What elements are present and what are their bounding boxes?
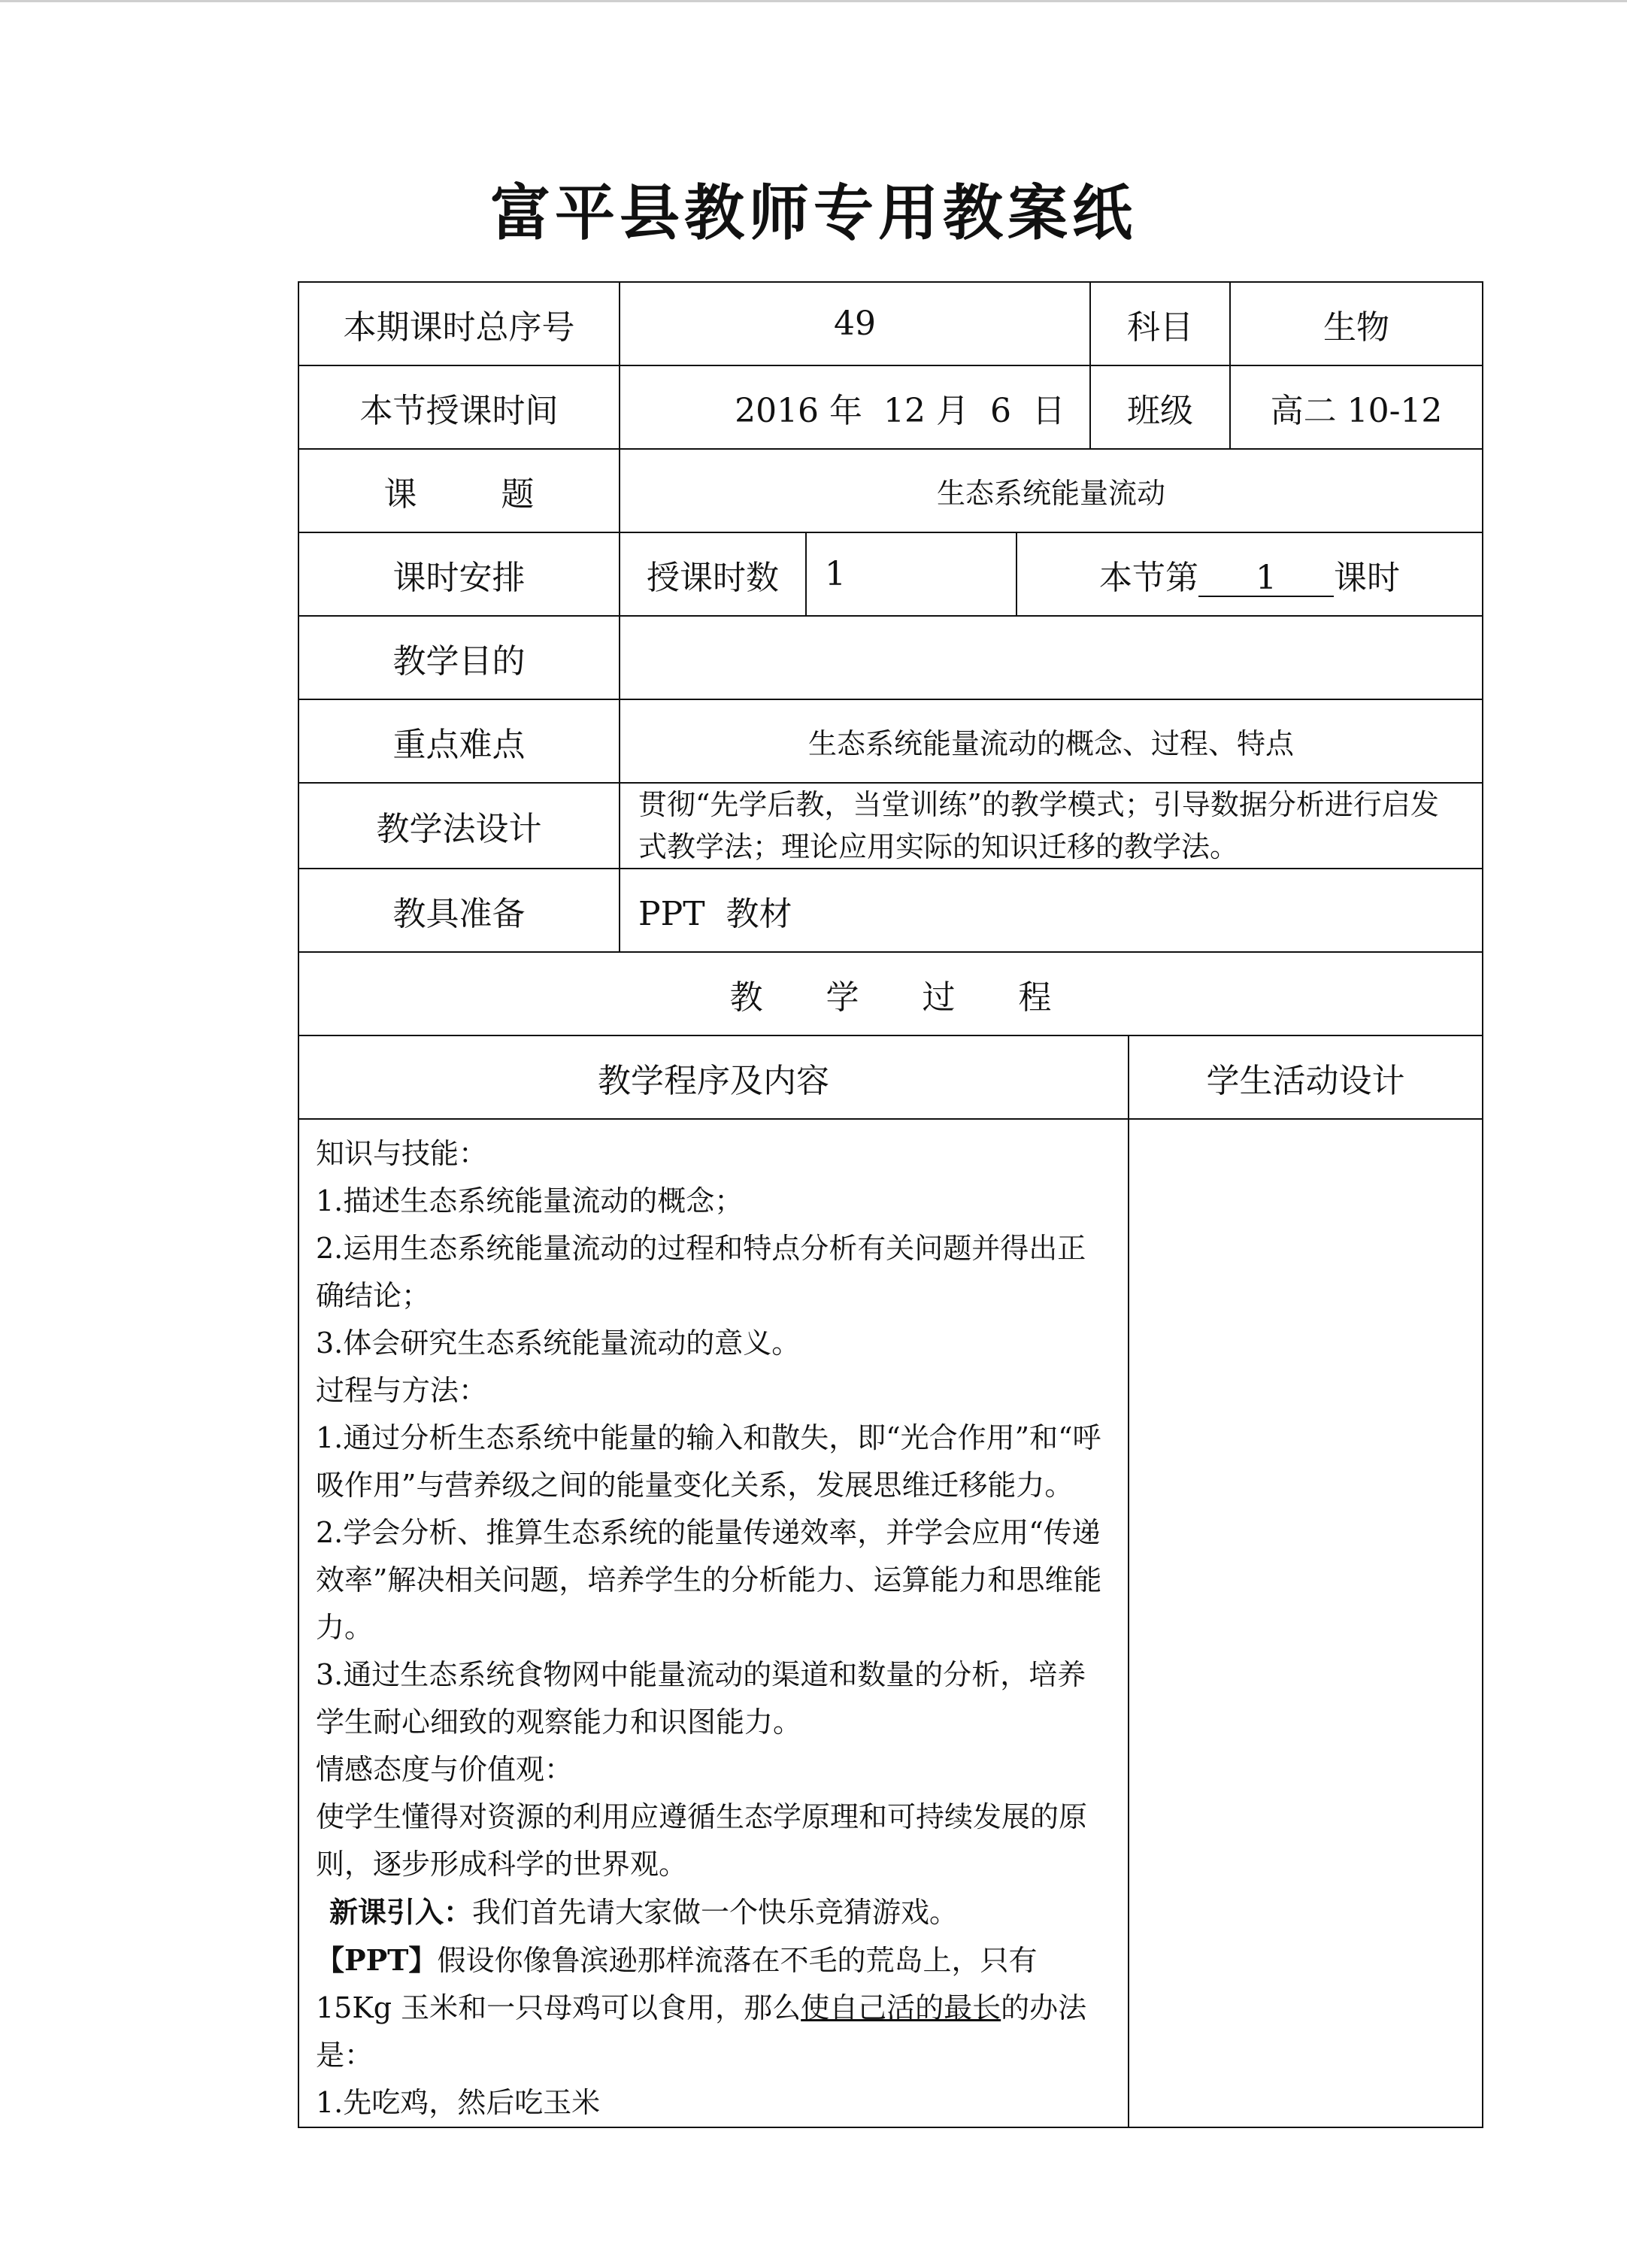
content-line: 3.通过生态系统食物网中能量流动的渠道和数量的分析，培养学生耐心细致的观察能力和识图能力。 <box>316 1658 1086 1739</box>
row-method <box>298 783 1483 869</box>
time-value: 2016 年 12 月 6 日 <box>620 365 1090 449</box>
hours-value: 1 <box>806 532 1016 616</box>
method-value: 贯彻“先学后教，当堂训练”的教学模式；引导数据分析进行启发式教学法；理论应用实际的知识迁移的教学法。 <box>620 783 1483 869</box>
row-schedule <box>298 532 1483 616</box>
schedule-label: 课时安排 <box>298 532 620 616</box>
time-label: 本节授课时间 <box>298 365 620 449</box>
content-column-header: 教学程序及内容 <box>298 1035 1129 1119</box>
content-cell <box>298 1119 1129 2127</box>
subject-value: 生物 <box>1230 282 1483 365</box>
ppt-line <box>316 1936 1107 2079</box>
top-border-line <box>0 0 1627 2</box>
page-title: 富平县教师专用教案纸 <box>490 177 1137 248</box>
content-line: 情感态度与价值观： <box>316 1753 574 1786</box>
row-column-headers <box>298 1035 1483 1119</box>
content-line: 2.学会分析、推算生态系统的能量传递效率，并学会应用“传递效率”解决相关问题，培养学生的分析能力、运算能力和思维能力。 <box>316 1516 1102 1644</box>
session-cell <box>1016 532 1483 616</box>
class-value: 高二 10-12 <box>1230 365 1483 449</box>
ppt-end: 的办法是： <box>316 1991 1087 2072</box>
topic-value: 生态系统能量流动 <box>620 449 1483 532</box>
key-label: 重点难点 <box>298 699 620 783</box>
content-line: 1.描述生态系统能量流动的概念； <box>316 1184 744 1217</box>
content-line: 知识与技能： <box>316 1137 488 1170</box>
content-line: 3.体会研究生态系统能量流动的意义。 <box>316 1327 801 1360</box>
hours-label: 授课时数 <box>620 532 806 616</box>
objective-value <box>620 616 1483 699</box>
option-line: 1.先吃鸡，然后吃玉米 <box>316 2086 601 2119</box>
lesson-plan-table <box>298 281 1483 2128</box>
row-key-points <box>298 699 1483 783</box>
intro-label: 新课引入： <box>329 1895 473 1929</box>
serial-value: 49 <box>620 282 1090 365</box>
key-value: 生态系统能量流动的概念、过程、特点 <box>620 699 1483 783</box>
ppt-label: 【PPT】 <box>316 1943 438 1977</box>
session-value: 1 <box>1198 561 1334 597</box>
row-serial <box>298 282 1483 365</box>
content-line: 2.运用生态系统能量流动的过程和特点分析有关问题并得出正确结论； <box>316 1232 1086 1312</box>
row-time <box>298 365 1483 449</box>
tools-label: 教具准备 <box>298 869 620 952</box>
row-topic <box>298 449 1483 532</box>
row-process-header <box>298 952 1483 1035</box>
method-label: 教学法设计 <box>298 783 620 869</box>
session-suffix: 课时 <box>1334 558 1400 597</box>
session-prefix: 本节第 <box>1099 558 1198 597</box>
intro-line <box>316 1888 1107 1936</box>
serial-label: 本期课时总序号 <box>298 282 620 365</box>
process-header: 教 学 过 程 <box>298 952 1483 1035</box>
topic-label: 课 题 <box>298 449 620 532</box>
content-line: 使学生懂得对资源的利用应遵循生态学原理和可持续发展的原则，逐步形成科学的世界观。 <box>316 1800 1088 1881</box>
row-tools <box>298 869 1483 952</box>
ppt-underline: 使自己活的最长 <box>801 1991 1001 2024</box>
tools-value: PPT 教材 <box>620 869 1483 952</box>
class-label: 班级 <box>1090 365 1230 449</box>
intro-text: 我们首先请大家做一个快乐竞猜游戏。 <box>472 1896 959 1929</box>
row-content <box>298 1119 1483 2127</box>
activity-column-header: 学生活动设计 <box>1129 1035 1483 1119</box>
content-line: 过程与方法： <box>316 1374 488 1407</box>
row-objective <box>298 616 1483 699</box>
subject-label: 科目 <box>1090 282 1230 365</box>
content-line: 1.通过分析生态系统中能量的输入和散失，即“光合作用”和“呼吸作用”与营养级之间的能量变化关系，发展思维迁移能力。 <box>316 1421 1101 1502</box>
objective-label: 教学目的 <box>298 616 620 699</box>
ppt-text: 假设你像鲁滨逊那样流落在不毛的荒岛上，只有15Kg 玉米和一只母鸡可以食用，那么 <box>316 1944 1038 2024</box>
activity-cell <box>1129 1119 1483 2127</box>
